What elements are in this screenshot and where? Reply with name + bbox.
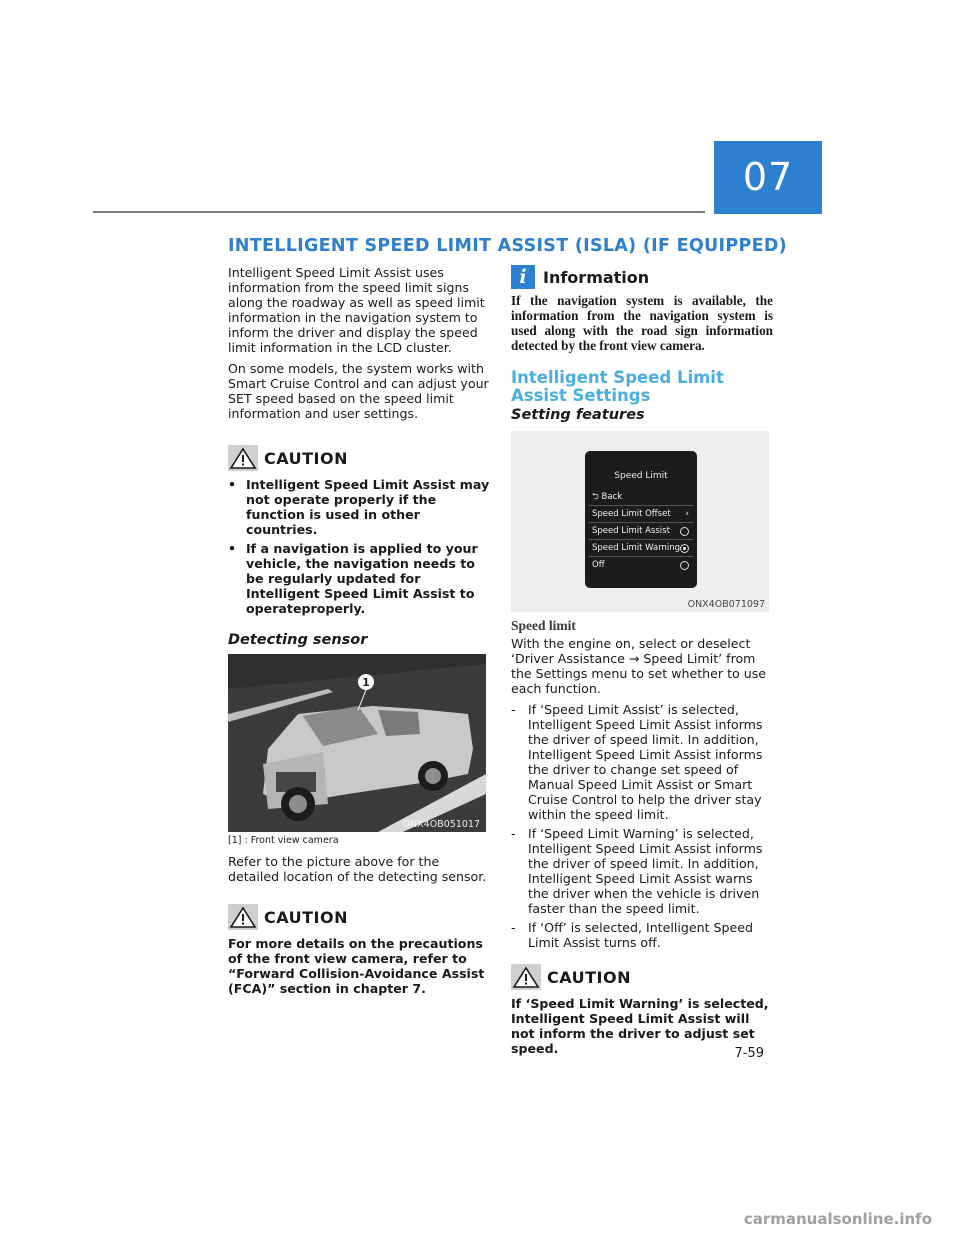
image-code: ONX4OB051017 — [402, 819, 480, 830]
watermark: carmanualsonline.info — [743, 1210, 932, 1228]
radio-off-icon — [680, 561, 689, 570]
sensor-location-photo — [228, 654, 486, 832]
caution-text-2: For more details on the precautions of the front view camera, refer to “Forward Collision-Avoidance Assist (FCA)” section in chapter 7. — [228, 936, 485, 996]
callout-number: 1 — [362, 676, 370, 689]
caution-list-1 — [228, 477, 490, 616]
screen-title: Speed Limit — [614, 471, 668, 481]
caution-title: CAUTION — [547, 967, 631, 987]
caution-title: CAUTION — [264, 448, 348, 468]
page-number: 7-59 — [734, 1046, 764, 1061]
option-item: - If ‘Speed Limit Warning’ is selected, Intelligent Speed Limit Assist informs the driver of speed limit. In addition, Intelligent Speed Limit Assist warns the driver when the vehicle is driven faster than the speed limit. — [511, 826, 763, 916]
header-rule — [93, 211, 705, 213]
screen-item-speed-limit-offset[interactable]: Speed Limit Offset › — [589, 507, 693, 523]
screen-item-speed-limit-warning[interactable]: Speed Limit Warning — [589, 541, 693, 557]
warning-icon — [228, 904, 258, 930]
chapter-tab: 07 — [714, 141, 822, 214]
information-text: If the navigation system is available, the information from the navigation system is used along with the road sign information detected by the front view camera. — [511, 293, 773, 353]
image-code: ONX4OB071097 — [687, 599, 765, 610]
screen-item-off[interactable]: Off — [589, 558, 693, 573]
information-title: Information — [543, 267, 650, 287]
option-item: - If ‘Off’ is selected, Intelligent Speed Limit Assist turns off. — [511, 920, 754, 950]
caution-item: • If a navigation is applied to your vehicle, the navigation needs to be regularly updated for Intelligent Speed Limit Assist to operateproperly. — [228, 541, 478, 616]
section-title: INTELLIGENT SPEED LIMIT ASSIST (ISLA) (IF EQUIPPED) — [228, 236, 787, 256]
speed-limit-text: With the engine on, select or deselect ‘Driver Assistance → Speed Limit’ from the Settings menu to set whether to use each function. — [511, 636, 767, 696]
caution-title: CAUTION — [264, 907, 348, 927]
settings-heading: Intelligent Speed Limit Assist Settings — [511, 368, 724, 405]
intro-paragraph-1: Intelligent Speed Limit Assist uses information from the speed limit signs along the roadway as well as speed limit information in the navigation system to inform the driver and display the speed limit information in the LCD cluster. — [228, 265, 485, 355]
radio-on-icon — [680, 544, 689, 553]
back-icon: ⮌ — [592, 492, 602, 502]
caution-header-2 — [228, 904, 490, 930]
warning-icon — [511, 964, 541, 990]
screen-item-speed-limit-assist[interactable]: Speed Limit Assist — [589, 524, 693, 540]
caution-header-1 — [228, 445, 490, 471]
info-icon: i — [511, 265, 535, 289]
right-column — [511, 265, 773, 1056]
setting-features-heading: Setting features — [511, 407, 645, 423]
detecting-sensor-heading: Detecting sensor — [228, 632, 368, 648]
caution-text-3: If ‘Speed Limit Warning’ is selected, Intelligent Speed Limit Assist will not inform the driver to adjust set speed. — [511, 996, 769, 1056]
cluster-screen — [585, 451, 697, 588]
speed-limit-heading: Speed limit — [511, 618, 576, 633]
option-item: - If ‘Speed Limit Assist’ is selected, Intelligent Speed Limit Assist informs the driver of speed limit. In addition, Intelligent Speed Limit Assist informs the driver to change set speed of Manual Speed Limit Assist or Smart Cruise Control to help the driver stay within the speed limit. — [511, 702, 763, 822]
chevron-right-icon: › — [685, 509, 689, 519]
settings-screen-image — [511, 431, 769, 612]
truck-illustration — [228, 654, 486, 832]
warning-icon — [228, 445, 258, 471]
option-list — [511, 702, 773, 950]
information-header — [511, 265, 773, 289]
caution-header-3 — [511, 964, 773, 990]
caution-item: • Intelligent Speed Limit Assist may not operate properly if the function is used in other countries. — [228, 477, 490, 537]
radio-off-icon — [680, 527, 689, 536]
intro-paragraph-2: On some models, the system works with Smart Cruise Control and can adjust your SET speed based on the speed limit information and user settings. — [228, 361, 489, 421]
screen-back-row[interactable]: ⮌ Back — [589, 490, 693, 506]
left-column — [228, 265, 490, 996]
photo-caption: [1] : Front view camera — [228, 835, 339, 846]
refer-paragraph: Refer to the picture above for the detailed location of the detecting sensor. — [228, 854, 487, 884]
